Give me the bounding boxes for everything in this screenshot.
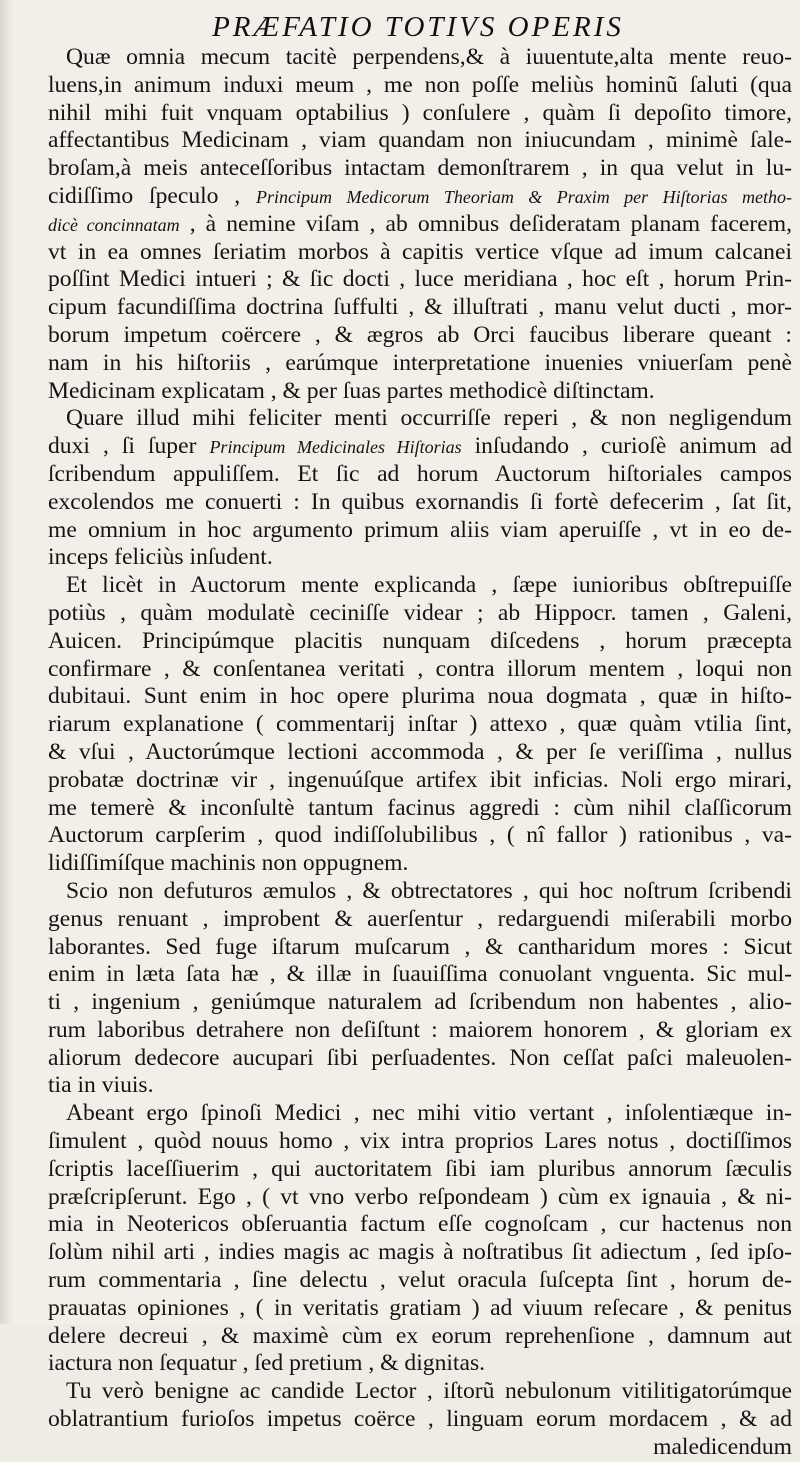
text-line: me temerè & inconſultè tantum facinus aggredi : cùm nihil claſſicorum xyxy=(48,794,792,821)
text-line: Scio non defuturos æmulos , & obtrectatores , qui hoc noſtrum ſcribendi xyxy=(66,877,792,904)
text-line: lidiſſimíſque machinis non oppugnem. xyxy=(48,850,409,877)
text-line xyxy=(48,433,792,461)
text-line: nam in his hiſtoriis , earúmque interpretatione inuenies vniuerſam penè xyxy=(48,349,792,376)
italic-citation: dicè concinnatam xyxy=(48,214,180,235)
text-line: luens,in animum induxi meum , me non poſſe meliùs hominũ ſaluti (qua xyxy=(48,71,792,98)
text-segment: cidiſſimo ſpeculo , xyxy=(48,182,257,209)
text-line: rum laboribus detrahere non deſiſtunt : maiorem honorem , & gloriam ex xyxy=(48,1016,792,1043)
text-line: ſcribendum appuliſſem. Et ſic ad horum Auctorum hiſtoriales campos xyxy=(48,460,792,487)
text-line: prauatas opiniones , ( in veritatis gratiam ) ad viuum reſecare , & penitus xyxy=(48,1294,792,1321)
text-line: enim in læta ſata hæ , & illæ in ſuauiſſima conuolant vnguenta. Sic mul- xyxy=(48,961,792,988)
text-line: Abeant ergo ſpinoſi Medici , nec mihi vitio vertant , inſolentiæque in- xyxy=(66,1100,792,1127)
text-segment: inſudando , curioſè animum ad xyxy=(461,433,792,460)
text-line: broſam,à meis anteceſſoribus intactam demonſtrarem , in qua velut in lu- xyxy=(48,155,792,182)
text-line xyxy=(48,211,792,239)
text-line: oblatrantium furioſos impetus coërce , linguam eorum mordacem , & ad xyxy=(48,1406,792,1433)
text-line: ſimulent , quòd nouus homo , vix intra proprios Lares notus , doctiſſimos xyxy=(48,1128,792,1155)
text-line: potiùs , quàm modulatè ceciniſſe videar ; ab Hippocr. tamen , Galeni, xyxy=(48,599,792,626)
text-line: Tu verò benigne ac candide Lector , iſtorũ nebulonum vitilitigatorúmque xyxy=(66,1378,792,1405)
text-line: Medicinam explicatam , & per ſuas partes methodicè diſtinctam. xyxy=(48,377,655,404)
text-line: ſolùm nihil arti , indies magis ac magis à noſtratibus ſit adiectum , ſed ipſo- xyxy=(48,1239,792,1266)
italic-citation: Principum Medicorum Theoriam & Praxim per Hiſtorias metho- xyxy=(256,186,792,207)
text-line: Et licèt in Auctorum mente explicanda , ſæpe iunioribus obſtrepuiſſe xyxy=(66,572,792,599)
text-line: Quæ omnia mecum tacitè perpendens,& à iuuentute,alta mente reuo- xyxy=(66,44,792,70)
text-line: Quare illud mihi feliciter menti occurriſſe reperi , & non negligendum xyxy=(66,405,792,432)
text-segment: , à nemine viſam , ab omnibus deſideratam planam facerem, xyxy=(179,210,792,237)
body-text xyxy=(48,44,792,1434)
text-line: ſcriptis laceſſiuerim , qui auctoritatem ſibi iam pluribus annorum ſæculis xyxy=(48,1155,792,1182)
text-line: laborantes. Sed fuge iſtarum muſcarum , & cantharidum mores : Sicut xyxy=(48,933,792,960)
text-line: delere decreui , & maximè cùm ex eorum reprehenſione , damnum aut xyxy=(48,1322,792,1349)
text-line: iactura non ſequatur , ſed pretium , & dignitas. xyxy=(48,1350,486,1377)
text-segment: duxi , ſi ſuper xyxy=(48,433,210,460)
text-line: me omnium in hoc argumento primum aliis viam aperuiſſe , vt in eo de- xyxy=(48,516,792,543)
text-line: riarum explanatione ( commentarij inſtar ) attexo , quæ quàm vtilia ſint, xyxy=(48,711,792,738)
running-title: PRÆFATIO TOTIVS OPERIS xyxy=(212,11,624,43)
text-line: poſſint Medici intueri ; & ſic docti , luce meridiana , hoc eſt , horum Prin- xyxy=(48,266,792,293)
text-line: cipum facundiſſima doctrina ſuffulti , & illuſtrati , manu velut ducti , mor- xyxy=(48,294,792,321)
text-line: confirmare , & conſentanea veritati , contra illorum mentem , loqui non xyxy=(48,655,792,682)
text-line xyxy=(48,183,792,211)
text-line: Auicen. Principúmque placitis nunquam diſcedens , horum præcepta xyxy=(48,627,792,654)
text-line: rum commentaria , ſine delectu , velut oracula ſuſcepta ſint , horum de- xyxy=(48,1267,792,1294)
text-line: ti , ingenium , geniúmque naturalem ad ſcribendum non habentes , alio- xyxy=(48,989,792,1016)
text-line: aliorum dedecore aucupari ſibi perſuadentes. Non ceſſat paſci maleuolen- xyxy=(48,1044,792,1071)
text-line: mia in Neotericos obſeruantia factum eſſe cognoſcam , cur hactenus non xyxy=(48,1211,792,1238)
text-line: probatæ doctrinæ vir , ingenuúſque artifex ibit inficias. Noli ergo mirari, xyxy=(48,766,792,793)
text-line: genus renuant , improbent & auerſentur , redarguendi miſerabili morbo xyxy=(48,905,792,932)
text-line: affectantibus Medicinam , viam quandam non iniucundam , minimè ſale- xyxy=(48,127,792,154)
text-line: & vſui , Auctorúmque lectioni accommoda , & per ſe veriſſima , nullus xyxy=(48,738,792,765)
text-line: inceps feliciùs inſudent. xyxy=(48,544,273,571)
text-line: Auctorum carpſerim , quod indiſſolubilibus , ( nî fallor ) rationibus , va- xyxy=(48,822,792,849)
catchword: maledicendum xyxy=(653,1433,792,1460)
text-line: excolendos me conuerti : In quibus exornandis ſi fortè defecerim , ſat ſit, xyxy=(48,488,792,515)
text-line: vt in ea omnes ſeriatim morbos à capitis vertice vſque ad imum calcanei xyxy=(48,238,792,265)
text-line: dubitaui. Sunt enim in hoc opere plurima noua dogmata , quæ in hiſto- xyxy=(48,683,792,710)
text-line: præſcripſerunt. Ego , ( vt vno verbo reſpondeam ) cùm ex ignauia , & ni- xyxy=(48,1183,792,1210)
text-line: borum impetum coërcere , & ægros ab Orci faucibus liberare queant : xyxy=(48,321,792,348)
italic-citation: Principum Medicinales Hiſtorias xyxy=(209,437,462,458)
text-line: nihil mihi fuit vnquam optabilius ) conſulere , quàm ſi depoſito timore, xyxy=(48,99,792,126)
text-line: tia in viuis. xyxy=(48,1072,154,1099)
